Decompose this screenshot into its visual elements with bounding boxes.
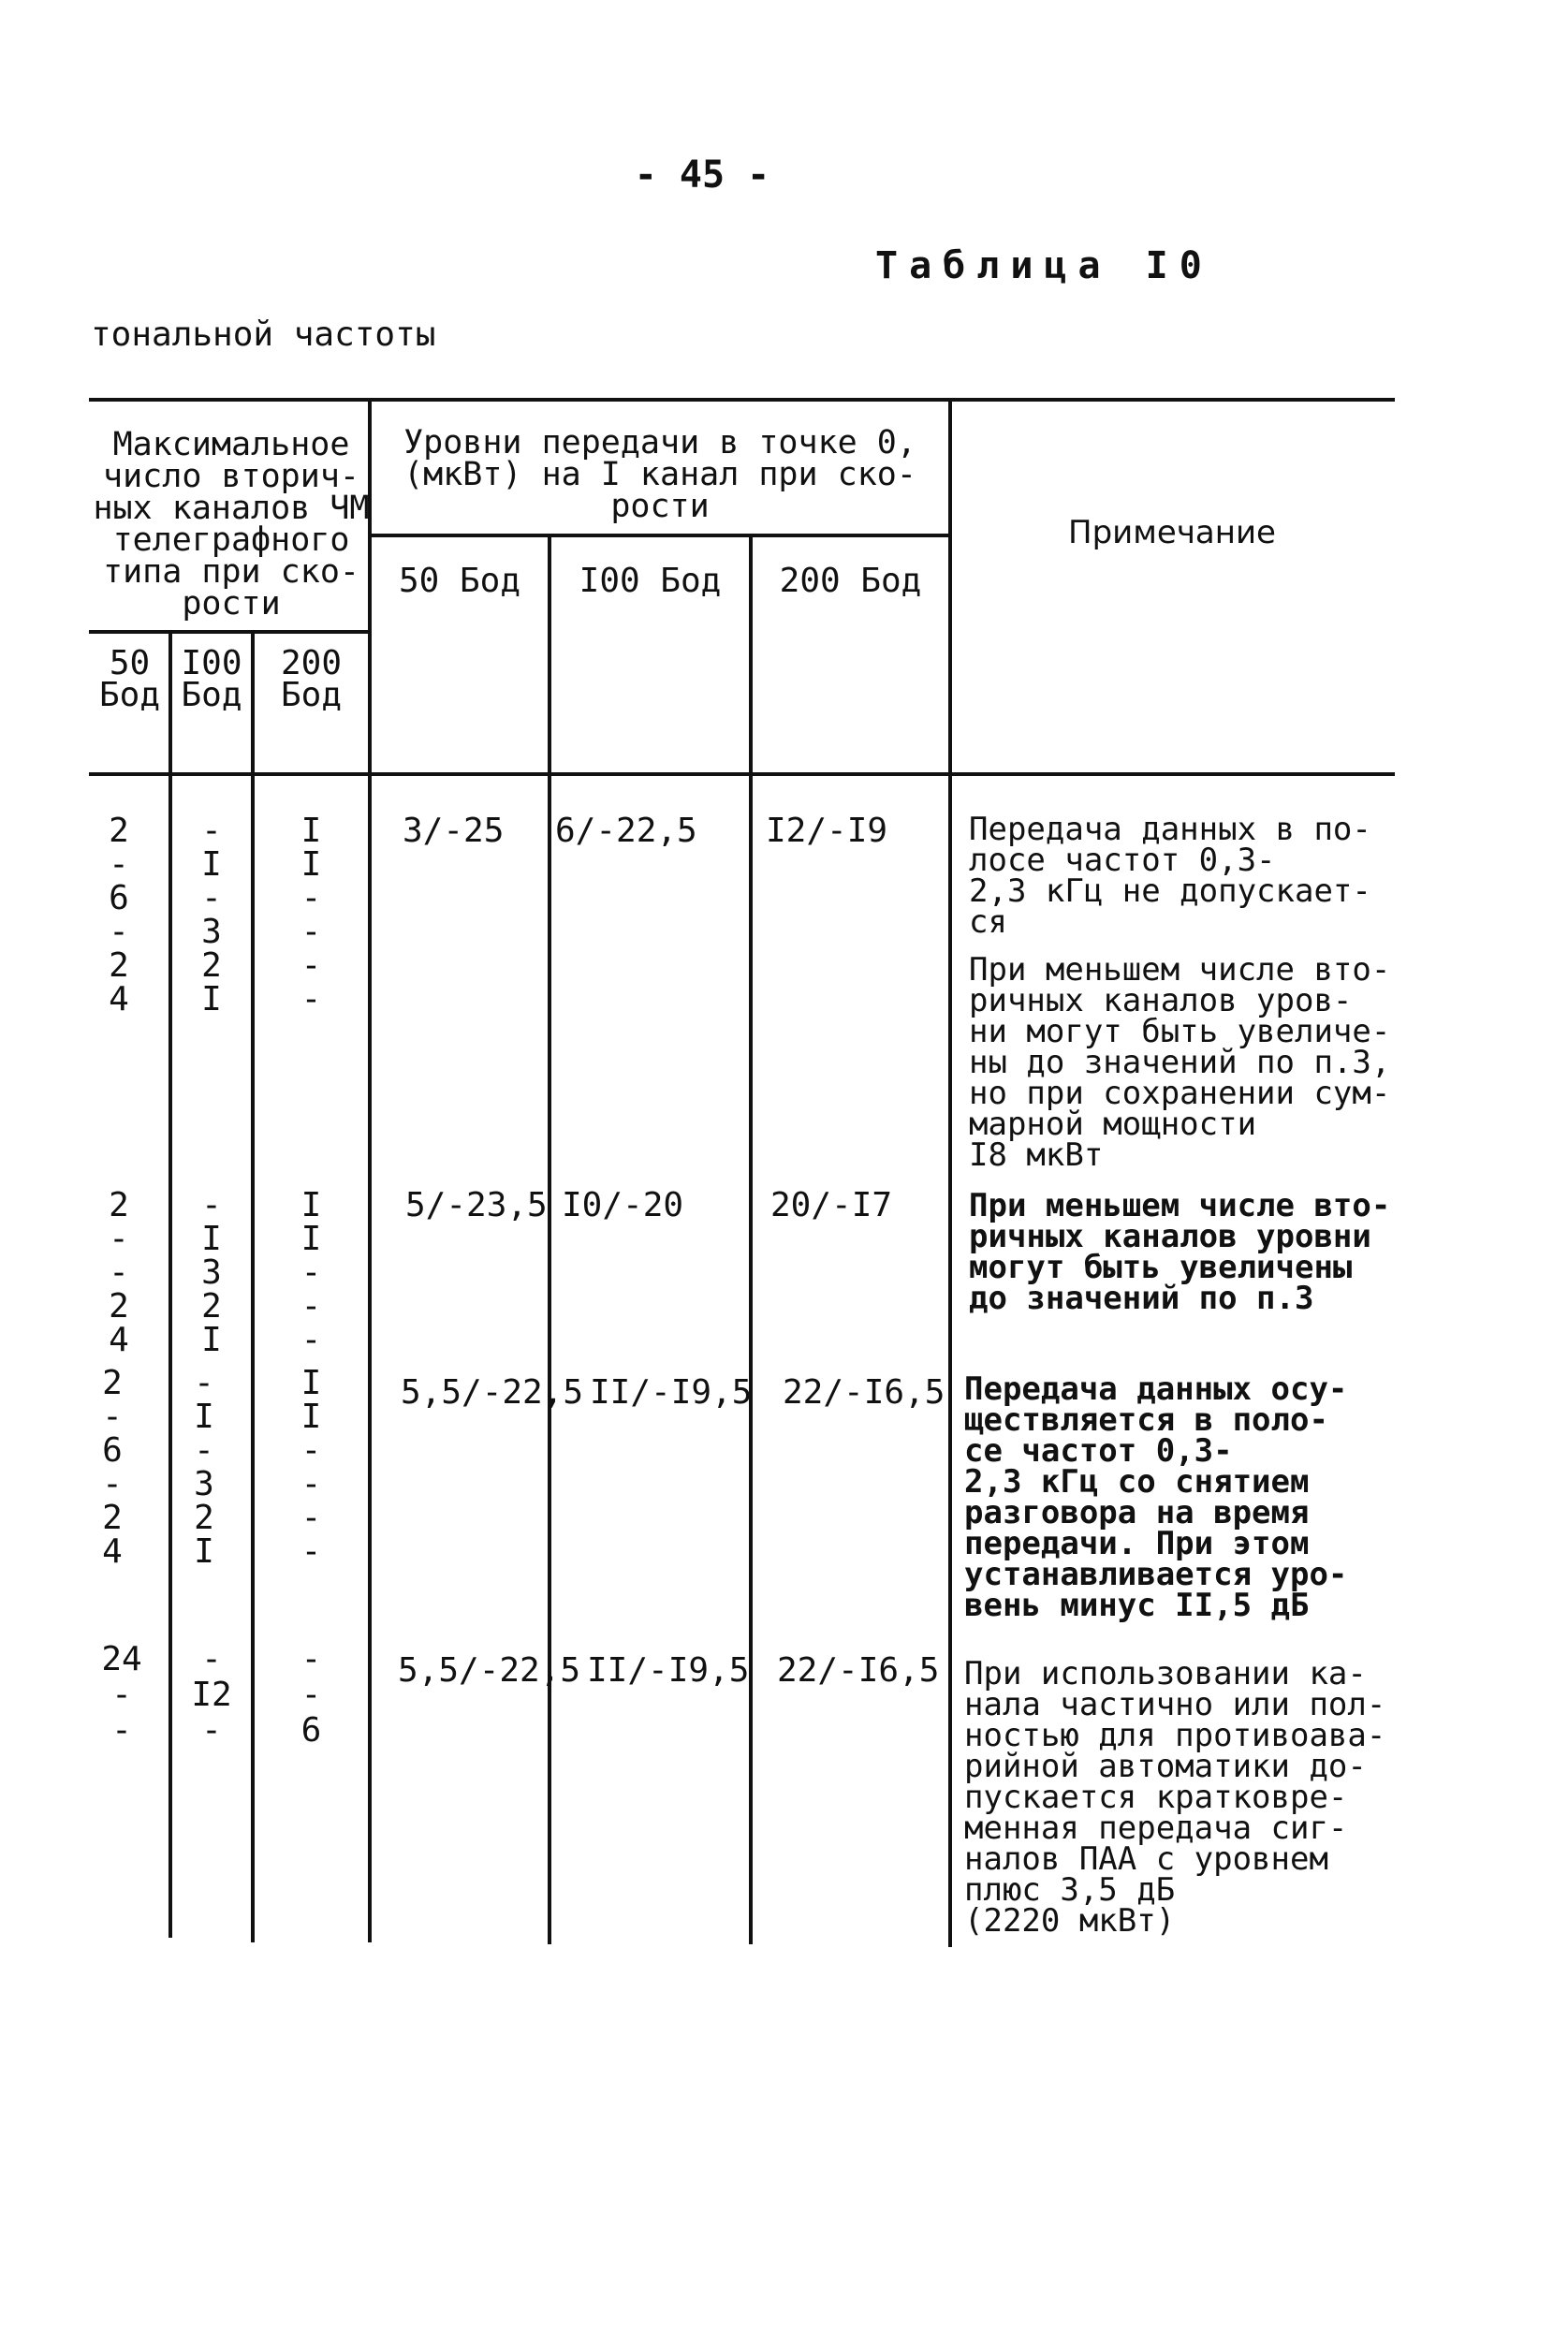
table-top-border [89, 398, 1395, 402]
row2-level-50: 5/-23,5 [405, 1186, 548, 1224]
col-divider-levels [368, 398, 372, 1942]
row1-channels-50: 2 - 6 - 2 4 [109, 812, 129, 1018]
col-divider-note [948, 398, 952, 1947]
header-note: Примечание [1068, 514, 1276, 551]
row2-level-200: 20/-I7 [770, 1186, 893, 1224]
row4-level-100: II/-I9,5 [587, 1651, 750, 1690]
row2-channels-100: - I 3 2 I [201, 1186, 222, 1359]
row2-channels-50: 2 - - 2 4 [109, 1186, 129, 1359]
row4-level-50: 5,5/-22,5 [398, 1651, 581, 1690]
row4-channels-50: 24 - - [101, 1640, 142, 1750]
header-levels: Уровни передачи в точке 0, (мкВт) на I канал при ско- рости [403, 424, 916, 525]
row2-level-100: I0/-20 [562, 1186, 684, 1224]
row4-note: При использовании ка- нала частично или пол- ностью для противоава- рийной автоматики до- пускается кратковре- менная передача сиг- налов ПАА с уровнем плюс 3,5 дБ (2220 мкВт) [964, 1655, 1386, 1940]
header-speed-100: I00 Бод [579, 562, 722, 600]
row2-channels-200: I I - - - [300, 1186, 322, 1359]
row1-level-200: I2/-I9 [766, 812, 888, 850]
row3-note: Передача данных осу- ществляется в поло- се частот 0,3- 2,3 кГц со снятием разговора на время передачи. При этом устанавливается уро- вень минус II,5 дБ [964, 1370, 1348, 1624]
col-divider-l100 [548, 535, 551, 1944]
subheader-50: 50 Бод [98, 644, 161, 714]
row1-note-2: При меньшем числе вто- ричных каналов уров- ни могут быть увеличе- ны до значений по п.3, но при сохранении сум- марной мощности I8 мкВт [969, 951, 1391, 1174]
header-speed-200: 200 Бод [779, 562, 922, 600]
table-subtitle: тональной частоты [91, 315, 436, 354]
row3-channels-200: I I - - - - [300, 1364, 322, 1571]
table-header-bottom-border [89, 772, 1395, 776]
row1-channels-100: - I - 3 2 I [201, 812, 222, 1018]
header-speed-50: 50 Бод [398, 562, 521, 600]
row3-level-50: 5,5/-22,5 [401, 1373, 584, 1412]
row4-channels-100: - I2 - [191, 1640, 232, 1750]
row2-note: При меньшем числе вто- ричных каналов уровни могут быть увеличены до значений по п.3 [969, 1187, 1391, 1317]
subheader-100: I00 Бод [181, 644, 242, 714]
row1-note-1: Передача данных в по- лосе частот 0,3- 2,3 кГц не допускает- ся [969, 811, 1371, 941]
subheader-200: 200 Бод [280, 644, 343, 714]
row1-channels-200: I I - - - - [300, 812, 322, 1018]
row4-channels-200: - - 6 [300, 1640, 322, 1750]
row1-level-50: 3/-25 [403, 812, 505, 850]
channels-header-divider [89, 630, 372, 634]
row3-level-200: 22/-I6,5 [783, 1373, 945, 1412]
table-title: Таблица I0 [875, 244, 1213, 287]
row3-channels-50: 2 - 6 - 2 4 [102, 1364, 123, 1571]
page-number: - 45 - [634, 154, 770, 197]
col-divider-l200 [749, 535, 753, 1944]
levels-header-divider [370, 534, 950, 537]
row3-channels-100: - I - 3 2 I [194, 1364, 214, 1571]
row4-level-200: 22/-I6,5 [777, 1651, 940, 1690]
row3-level-100: II/-I9,5 [590, 1373, 753, 1412]
header-max-channels: Максимальное число вторич- ных каналов ЧМ телеграфного типа при ско- рости [93, 426, 370, 623]
row1-level-100: 6/-22,5 [555, 812, 697, 850]
